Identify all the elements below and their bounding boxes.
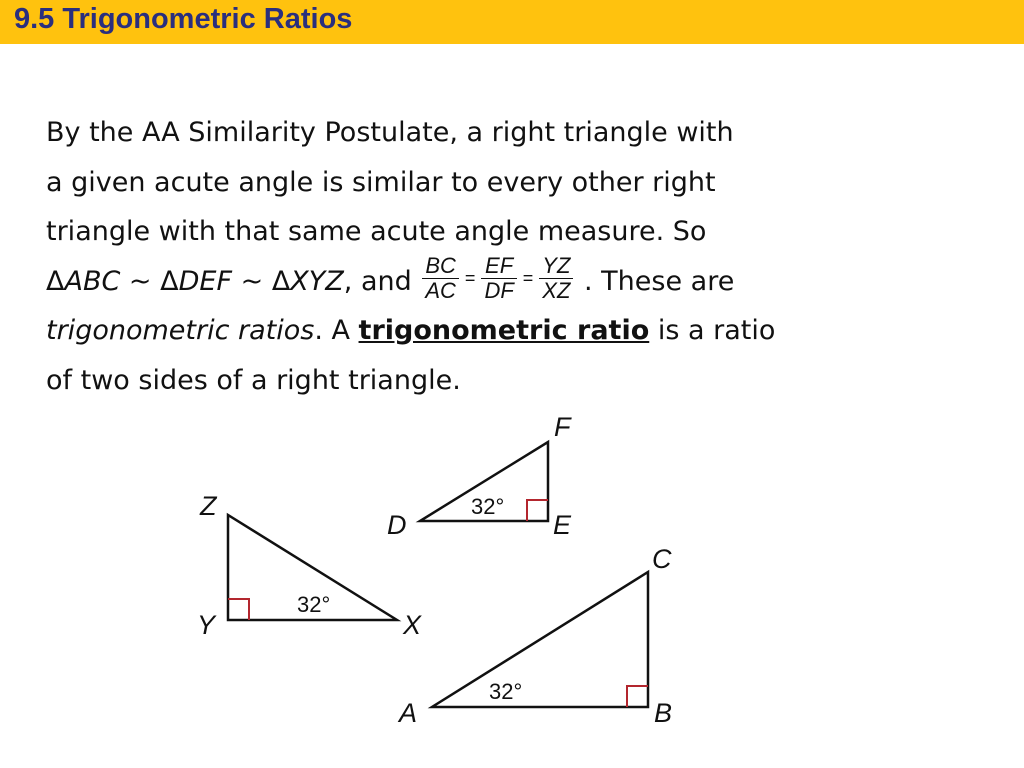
vertex-label-c: C [652,544,672,574]
angle-label: 32° [471,494,505,519]
triangle-xyz-name: XYZ [290,265,344,297]
paragraph-line-3: triangle with that same acute angle measure. So [46,216,707,247]
vertex-label-a: A [399,698,418,728]
italic-term: trigonometric ratios [46,315,315,346]
angle-label: 32° [489,679,523,704]
and-text: , and [343,265,412,297]
similar-symbol: ~ [232,265,272,297]
fraction-denominator: DF [484,277,514,303]
right-angle-mark [527,500,548,521]
vertex-label-b: B [654,698,673,728]
vertex-label-z: Z [200,491,217,521]
page-title: 9.5 Trigonometric Ratios [14,3,353,35]
triangle-def-name: DEF [178,265,233,297]
paragraph-line-1: By the AA Similarity Postulate, a right triangle with [46,117,734,148]
fraction-numerator: EF [481,254,516,279]
vertex-label-x: X [403,610,422,640]
fraction-numerator: YZ [539,254,573,279]
delta-symbol: Δ [160,265,179,297]
triangle-abc-outline [432,572,648,707]
triangle-abc-name: ABC [64,265,121,297]
right-angle-mark [228,599,249,620]
fraction-denominator: AC [425,277,456,303]
equals-sign: = [464,268,476,289]
fraction-denominator: XZ [542,277,571,303]
vertex-label-e: E [553,510,572,540]
defined-term: trigonometric ratio [358,315,650,346]
vertex-label-y: Y [197,610,216,640]
triangle-def [387,412,572,540]
angle-label: 32° [297,592,331,617]
paragraph-line-6: of two sides of a right triangle. [46,364,461,396]
right-angle-mark [627,686,648,707]
vertex-label-d: D [387,510,407,540]
similar-symbol: ~ [120,265,161,297]
triangle-abc [397,544,672,728]
delta-symbol: Δ [46,265,65,297]
connector-text: . A [314,315,359,346]
equals-sign: = [522,268,534,289]
vertex-label-f: F [554,412,571,442]
these-are-text: . These are [584,265,735,297]
delta-symbol: Δ [271,265,291,297]
paragraph-line-2: a given acute angle is similar to every other right [46,166,716,198]
definition-text: is a ratio [649,315,776,346]
fraction-numerator: BC [422,254,459,279]
